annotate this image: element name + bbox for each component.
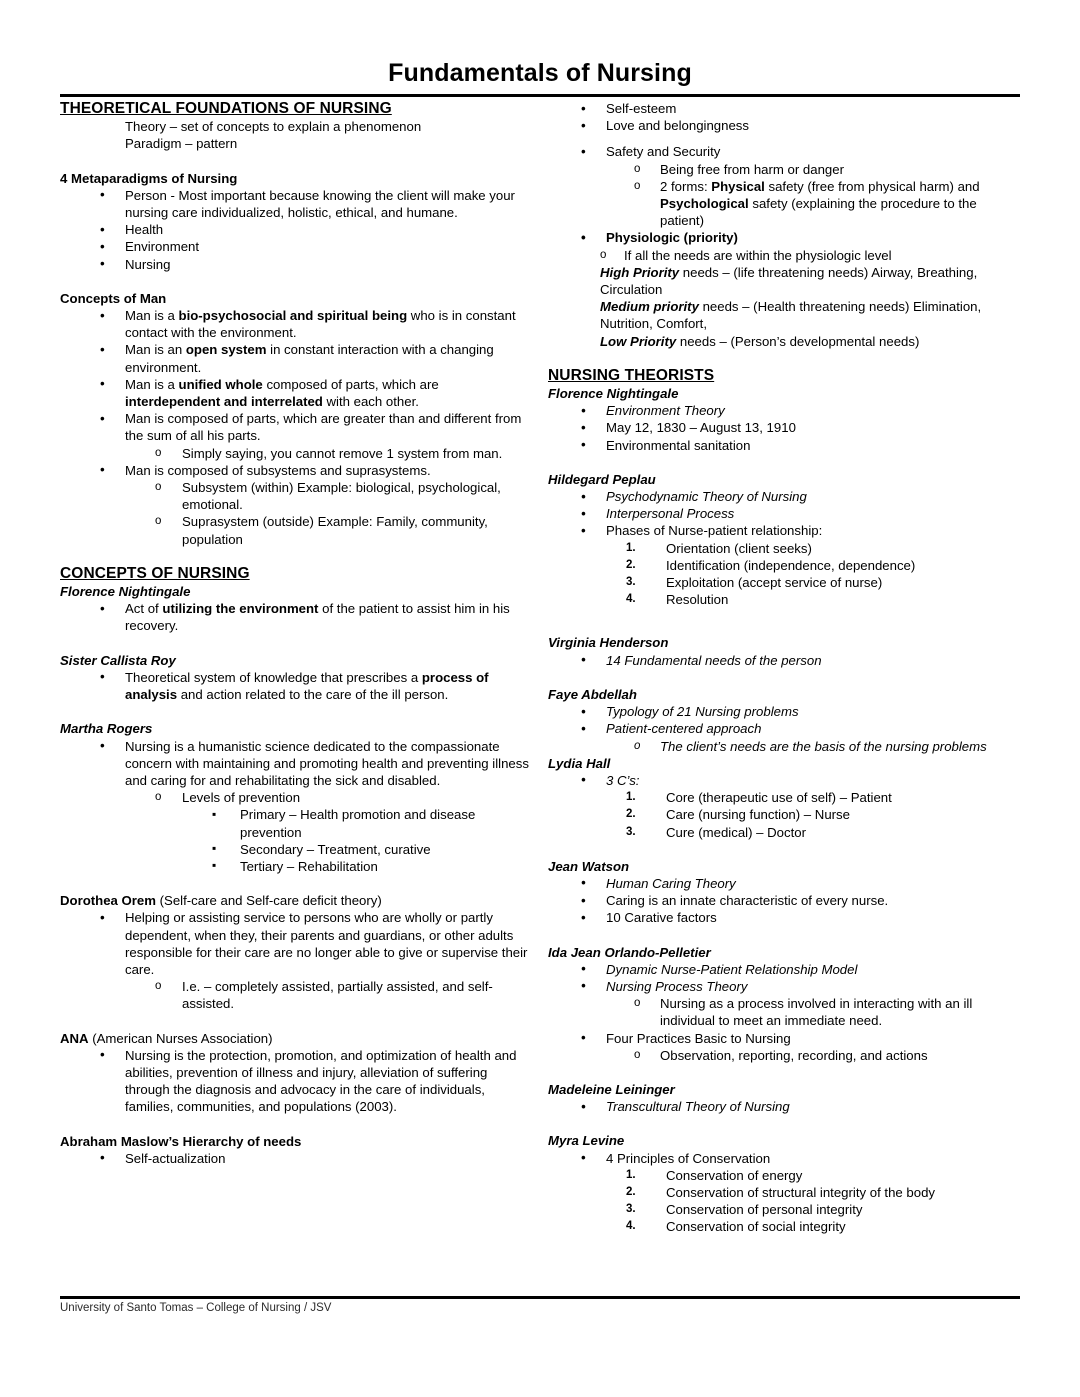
list-item — [548, 789, 1020, 806]
list-item: • 10 Carative factors — [548, 909, 1020, 926]
rogers-sublist — [60, 789, 535, 806]
right-column — [548, 100, 1020, 1236]
list-item: • Physiologic (priority) — [548, 229, 1020, 246]
list-item — [60, 600, 535, 634]
subheading-martha-rogers: Martha Rogers — [60, 721, 153, 737]
spacer — [548, 134, 1020, 143]
list-item: o Nursing as a process involved in interacting with an ill individual to meet an immediate need. — [548, 995, 1020, 1029]
list-item — [548, 1218, 1020, 1235]
list-number: 2. — [626, 808, 636, 821]
text-mid: composed of parts, which are — [262, 376, 439, 392]
spacer — [548, 625, 1020, 634]
spacer — [548, 454, 1020, 471]
org-fullname: (American Nurses Association) — [88, 1030, 273, 1046]
paradigm-definition: Paradigm – pattern — [125, 136, 238, 152]
list-number: 3. — [626, 825, 636, 838]
theorist-bullets — [548, 1098, 1020, 1115]
abdellah-sublist — [548, 738, 1020, 755]
section-heading-theoretical-foundations: THEORETICAL FOUNDATIONS OF NURSING — [60, 100, 392, 117]
list-item — [548, 178, 1020, 230]
list-number: 1. — [626, 541, 636, 554]
list-item — [60, 307, 535, 341]
list-number: 3. — [626, 576, 636, 589]
maslow-continued-list — [548, 100, 1020, 134]
list-item: ▪ Primary – Health promotion and disease prevention — [60, 806, 535, 840]
list-item: ▪ Secondary – Treatment, curative — [60, 841, 535, 858]
theorist-heading-madeleine-leininger: Madeleine Leininger — [548, 1081, 675, 1097]
list-item: • 14 Fundamental needs of the person — [548, 652, 1020, 669]
physiologic-list — [548, 229, 1020, 246]
metaparadigms-list — [60, 187, 535, 273]
section-heading-concepts-of-nursing: CONCEPTS OF NURSING — [60, 564, 250, 582]
org-abbrev: ANA — [60, 1030, 89, 1046]
orem-sublist — [60, 978, 535, 1012]
list-item: o The client’s needs are the basis of the nursing problems — [548, 738, 1020, 755]
theorist-qualifier: (Self-care and Self-care deficit theory) — [156, 893, 382, 909]
spacer — [60, 635, 535, 652]
text-pre: Theoretical system of knowledge that prescribes a — [125, 669, 422, 685]
theorist-heading-hildegard-peplau: Hildegard Peplau — [548, 471, 656, 487]
list-item — [548, 540, 1020, 557]
theorist-name: Dorothea Orem — [60, 893, 156, 909]
list-text: Identification (independence, dependence) — [666, 557, 916, 573]
list-number: 4. — [626, 593, 636, 606]
list-item: • Caring is an innate characteristic of every nurse. — [548, 892, 1020, 909]
safety-list — [548, 143, 1020, 160]
list-item: • Human Caring Theory — [548, 875, 1020, 892]
list-item: • Psychodynamic Theory of Nursing — [548, 488, 1020, 505]
text-post: of the patient to assist him in his recovery. — [125, 601, 510, 634]
list-number: 2. — [626, 1185, 636, 1198]
theory-definition: Theory – set of concepts to explain a phenomenon — [125, 119, 422, 135]
concepts-of-man-list — [60, 307, 535, 445]
list-text: Orientation (client seeks) — [666, 540, 812, 556]
list-item — [548, 591, 1020, 608]
list-item: • Nursing — [60, 256, 535, 273]
subheading-florence-nightingale: Florence Nightingale — [60, 584, 191, 600]
list-item: • Interpersonal Process — [548, 505, 1020, 522]
list-item: • Man is composed of subsystems and suprasystems. — [60, 462, 535, 479]
text-post: in constant interaction with a changing environment. — [125, 342, 494, 375]
list-number: 3. — [626, 1203, 636, 1216]
spacer — [548, 608, 1020, 625]
text-pre: Man is a — [125, 376, 179, 392]
list-number: 2. — [626, 558, 636, 571]
theorist-heading-florence-nightingale: Florence Nightingale — [548, 386, 679, 402]
priority-label: High Priority — [600, 264, 680, 280]
list-item: • Love and belongingness — [548, 117, 1020, 134]
list-item — [548, 824, 1020, 841]
ana-list — [60, 1047, 535, 1116]
roy-list — [60, 669, 535, 703]
text-bold: utilizing the environment — [162, 601, 319, 617]
theorist-bullets — [548, 488, 1020, 540]
orem-list — [60, 909, 535, 978]
priority-label: Low Priority — [600, 333, 677, 349]
list-item: • Four Practices Basic to Nursing — [548, 1030, 1020, 1047]
text-bold: Psychological — [660, 196, 749, 212]
list-item: • Transcultural Theory of Nursing — [548, 1098, 1020, 1115]
theorist-bullets — [548, 402, 1020, 454]
nightingale-list — [60, 600, 535, 634]
spacer — [60, 1116, 535, 1133]
text-bold: unified whole — [178, 376, 263, 392]
text-pre: Man is a — [125, 308, 179, 324]
list-text: Care (nursing function) – Nurse — [666, 807, 850, 823]
theorist-heading-lydia-hall: Lydia Hall — [548, 755, 611, 771]
list-text: Conservation of energy — [666, 1167, 803, 1183]
list-item: • Health — [60, 221, 535, 238]
list-text: Resolution — [666, 592, 729, 608]
list-number: 1. — [626, 791, 636, 804]
theorist-heading-myra-levine: Myra Levine — [548, 1133, 625, 1149]
list-item — [548, 1201, 1020, 1218]
list-text: Conservation of personal integrity — [666, 1202, 863, 1218]
spacer — [60, 875, 535, 892]
list-item: o Simply saying, you cannot remove 1 system from man. — [60, 445, 535, 462]
list-item: • Dynamic Nurse-Patient Relationship Model — [548, 961, 1020, 978]
list-number: 4. — [626, 1220, 636, 1233]
list-item: • May 12, 1830 – August 13, 1910 — [548, 419, 1020, 436]
man-sublist-2 — [60, 479, 535, 548]
list-text: Cure (medical) – Doctor — [666, 824, 806, 840]
list-text: Conservation of structural integrity of the body — [666, 1184, 936, 1200]
left-column — [60, 100, 535, 1167]
theorist-heading-virginia-henderson: Virginia Henderson — [548, 635, 669, 651]
list-text: Exploitation (accept service of nurse) — [666, 575, 883, 591]
list-item: o Subsystem (within) Example: biological, psychological, emotional. — [60, 479, 535, 513]
subheading-dorothea-orem — [60, 892, 535, 909]
text-bold: interdependent and interrelated — [125, 394, 323, 410]
text-pre: Man is an — [125, 342, 186, 358]
list-item: • Person - Most important because knowing the client will make your nursing care individualized, holistic, ethical, and humane. — [60, 187, 535, 221]
list-item — [60, 669, 535, 703]
list-item — [548, 574, 1020, 591]
text-bold: process of analysis — [125, 669, 489, 703]
rogers-list — [60, 738, 535, 790]
hall-3cs-list — [548, 789, 1020, 841]
rogers-prevention-levels — [60, 806, 535, 875]
list-number: 1. — [626, 1168, 636, 1181]
theorist-heading-jean-watson: Jean Watson — [548, 858, 630, 874]
theorist-bullets — [548, 1150, 1020, 1167]
list-item: o Levels of prevention — [60, 789, 535, 806]
list-item: • Typology of 21 Nursing problems — [548, 703, 1020, 720]
list-item: o I.e. – completely assisted, partially assisted, and self-assisted. — [60, 978, 535, 1012]
list-item: • 4 Principles of Conservation — [548, 1150, 1020, 1167]
text-post: and action related to the care of the ill person. — [177, 687, 449, 703]
spacer — [548, 841, 1020, 858]
priority-text: needs – (life threatening needs) Airway, Breathing, Circulation — [600, 264, 978, 298]
list-item — [548, 1167, 1020, 1184]
list-item: • Environmental sanitation — [548, 437, 1020, 454]
list-item — [548, 557, 1020, 574]
spacer — [60, 1013, 535, 1030]
maslow-list — [60, 1150, 535, 1167]
subheading-maslow: Abraham Maslow’s Hierarchy of needs — [60, 1133, 302, 1149]
theorist-bullets — [548, 652, 1020, 669]
list-item: • Self-actualization — [60, 1150, 535, 1167]
list-item: • 3 C’s: — [548, 772, 1020, 789]
text-mid: safety (free from physical harm) and — [764, 178, 980, 194]
levine-conservation-list — [548, 1167, 1020, 1236]
text-post: who is in constant contact with the environment. — [125, 308, 516, 341]
list-item: o If all the needs are within the physiologic level — [548, 247, 1020, 264]
spacer — [548, 927, 1020, 944]
text-pre: Act of — [125, 601, 163, 617]
list-item: o Being free from harm or danger — [548, 161, 1020, 178]
subheading-ana — [60, 1030, 535, 1047]
list-item: • Nursing is a humanistic science dedicated to the compassionate concern with maintaining and promoting health and preventing illness and caring for and rehabilitating the sick and disabled. — [60, 738, 535, 790]
theorist-bullets — [548, 961, 1020, 995]
footer-divider — [60, 1296, 1020, 1299]
subheading-concepts-of-man: Concepts of Man — [60, 290, 167, 306]
list-item: • Self-esteem — [548, 100, 1020, 117]
priority-label: Medium priority — [600, 299, 699, 315]
medium-priority-line — [548, 298, 1020, 332]
subheading-sister-callista-roy: Sister Callista Roy — [60, 652, 176, 668]
peplau-phases-list — [548, 540, 1020, 609]
spacer — [548, 350, 1020, 367]
text-bold: bio-psychosocial and spiritual being — [178, 308, 408, 324]
list-item: • Phases of Nurse-patient relationship: — [548, 522, 1020, 539]
list-item: o Observation, reporting, recording, and actions — [548, 1047, 1020, 1064]
text-bold: open system — [185, 342, 267, 358]
theorist-bullets — [548, 875, 1020, 927]
concepts-of-man-list-2 — [60, 462, 535, 479]
spacer — [548, 669, 1020, 686]
subheading-metaparadigms: 4 Metaparadigms of Nursing — [60, 170, 238, 186]
list-item: • Nursing Process Theory — [548, 978, 1020, 995]
list-item — [60, 341, 535, 375]
list-item — [548, 1184, 1020, 1201]
theorist-heading-faye-abdellah: Faye Abdellah — [548, 686, 637, 702]
high-priority-line — [548, 264, 1020, 298]
list-item: ▪ Tertiary – Rehabilitation — [60, 858, 535, 875]
theorist-bullets — [548, 703, 1020, 737]
list-item: • Nursing is the protection, promotion, and optimization of health and abilities, prevention of illness and injury, alleviation of suffering through the diagnosis and advocacy in the care of individuals, families, communities, and populations (2003). — [60, 1047, 535, 1116]
section-heading-nursing-theorists: NURSING THEORISTS — [548, 366, 715, 384]
list-item: • Man is composed of parts, which are greater than and different from the sum of all his parts. — [60, 410, 535, 444]
list-item: • Helping or assisting service to persons who are wholly or partly dependent, when they, their parents and guardians, or other adults responsible for their care are no longer able to give or supervise their care. — [60, 909, 535, 978]
list-text: Core (therapeutic use of self) – Patient — [666, 790, 892, 806]
text-post: safety (explaining the procedure to the patient) — [660, 196, 977, 229]
spacer — [60, 153, 535, 170]
list-item — [60, 376, 535, 410]
priority-text: needs – (Health threatening needs) Elimination, Nutrition, Comfort, — [600, 299, 982, 332]
text-pre: 2 forms: — [660, 178, 712, 194]
list-text: Conservation of social integrity — [666, 1219, 846, 1235]
list-item: • Safety and Security — [548, 143, 1020, 160]
text-bold: Physical — [711, 178, 765, 194]
list-item: o Suprasystem (outside) Example: Family, community, population — [60, 513, 535, 547]
list-item: • Environment Theory — [548, 402, 1020, 419]
spacer — [548, 1115, 1020, 1132]
priority-text: needs – (Person’s developmental needs) — [676, 333, 920, 349]
spacer — [60, 703, 535, 720]
spacer — [60, 548, 535, 565]
man-sublist-1 — [60, 445, 535, 462]
text-post: with each other. — [322, 394, 419, 410]
low-priority-line — [548, 333, 1020, 350]
header-divider — [60, 94, 1020, 97]
orlando-sublist-1 — [548, 995, 1020, 1029]
theorist-heading-ida-jean-orlando-pelletier: Ida Jean Orlando-Pelletier — [548, 944, 711, 960]
footer-text: University of Santo Tomas – College of Nursing / JSV — [60, 1302, 332, 1314]
theorist-bullets — [548, 772, 1020, 789]
safety-sublist — [548, 161, 1020, 230]
list-item: • Environment — [60, 238, 535, 255]
orlando-practices-list — [548, 1030, 1020, 1047]
orlando-sublist-2 — [548, 1047, 1020, 1064]
page-title: Fundamentals of Nursing — [388, 59, 692, 87]
physiologic-sublist — [548, 247, 1020, 264]
list-item — [548, 806, 1020, 823]
list-item: • Patient-centered approach — [548, 720, 1020, 737]
spacer — [60, 273, 535, 290]
spacer — [548, 1064, 1020, 1081]
